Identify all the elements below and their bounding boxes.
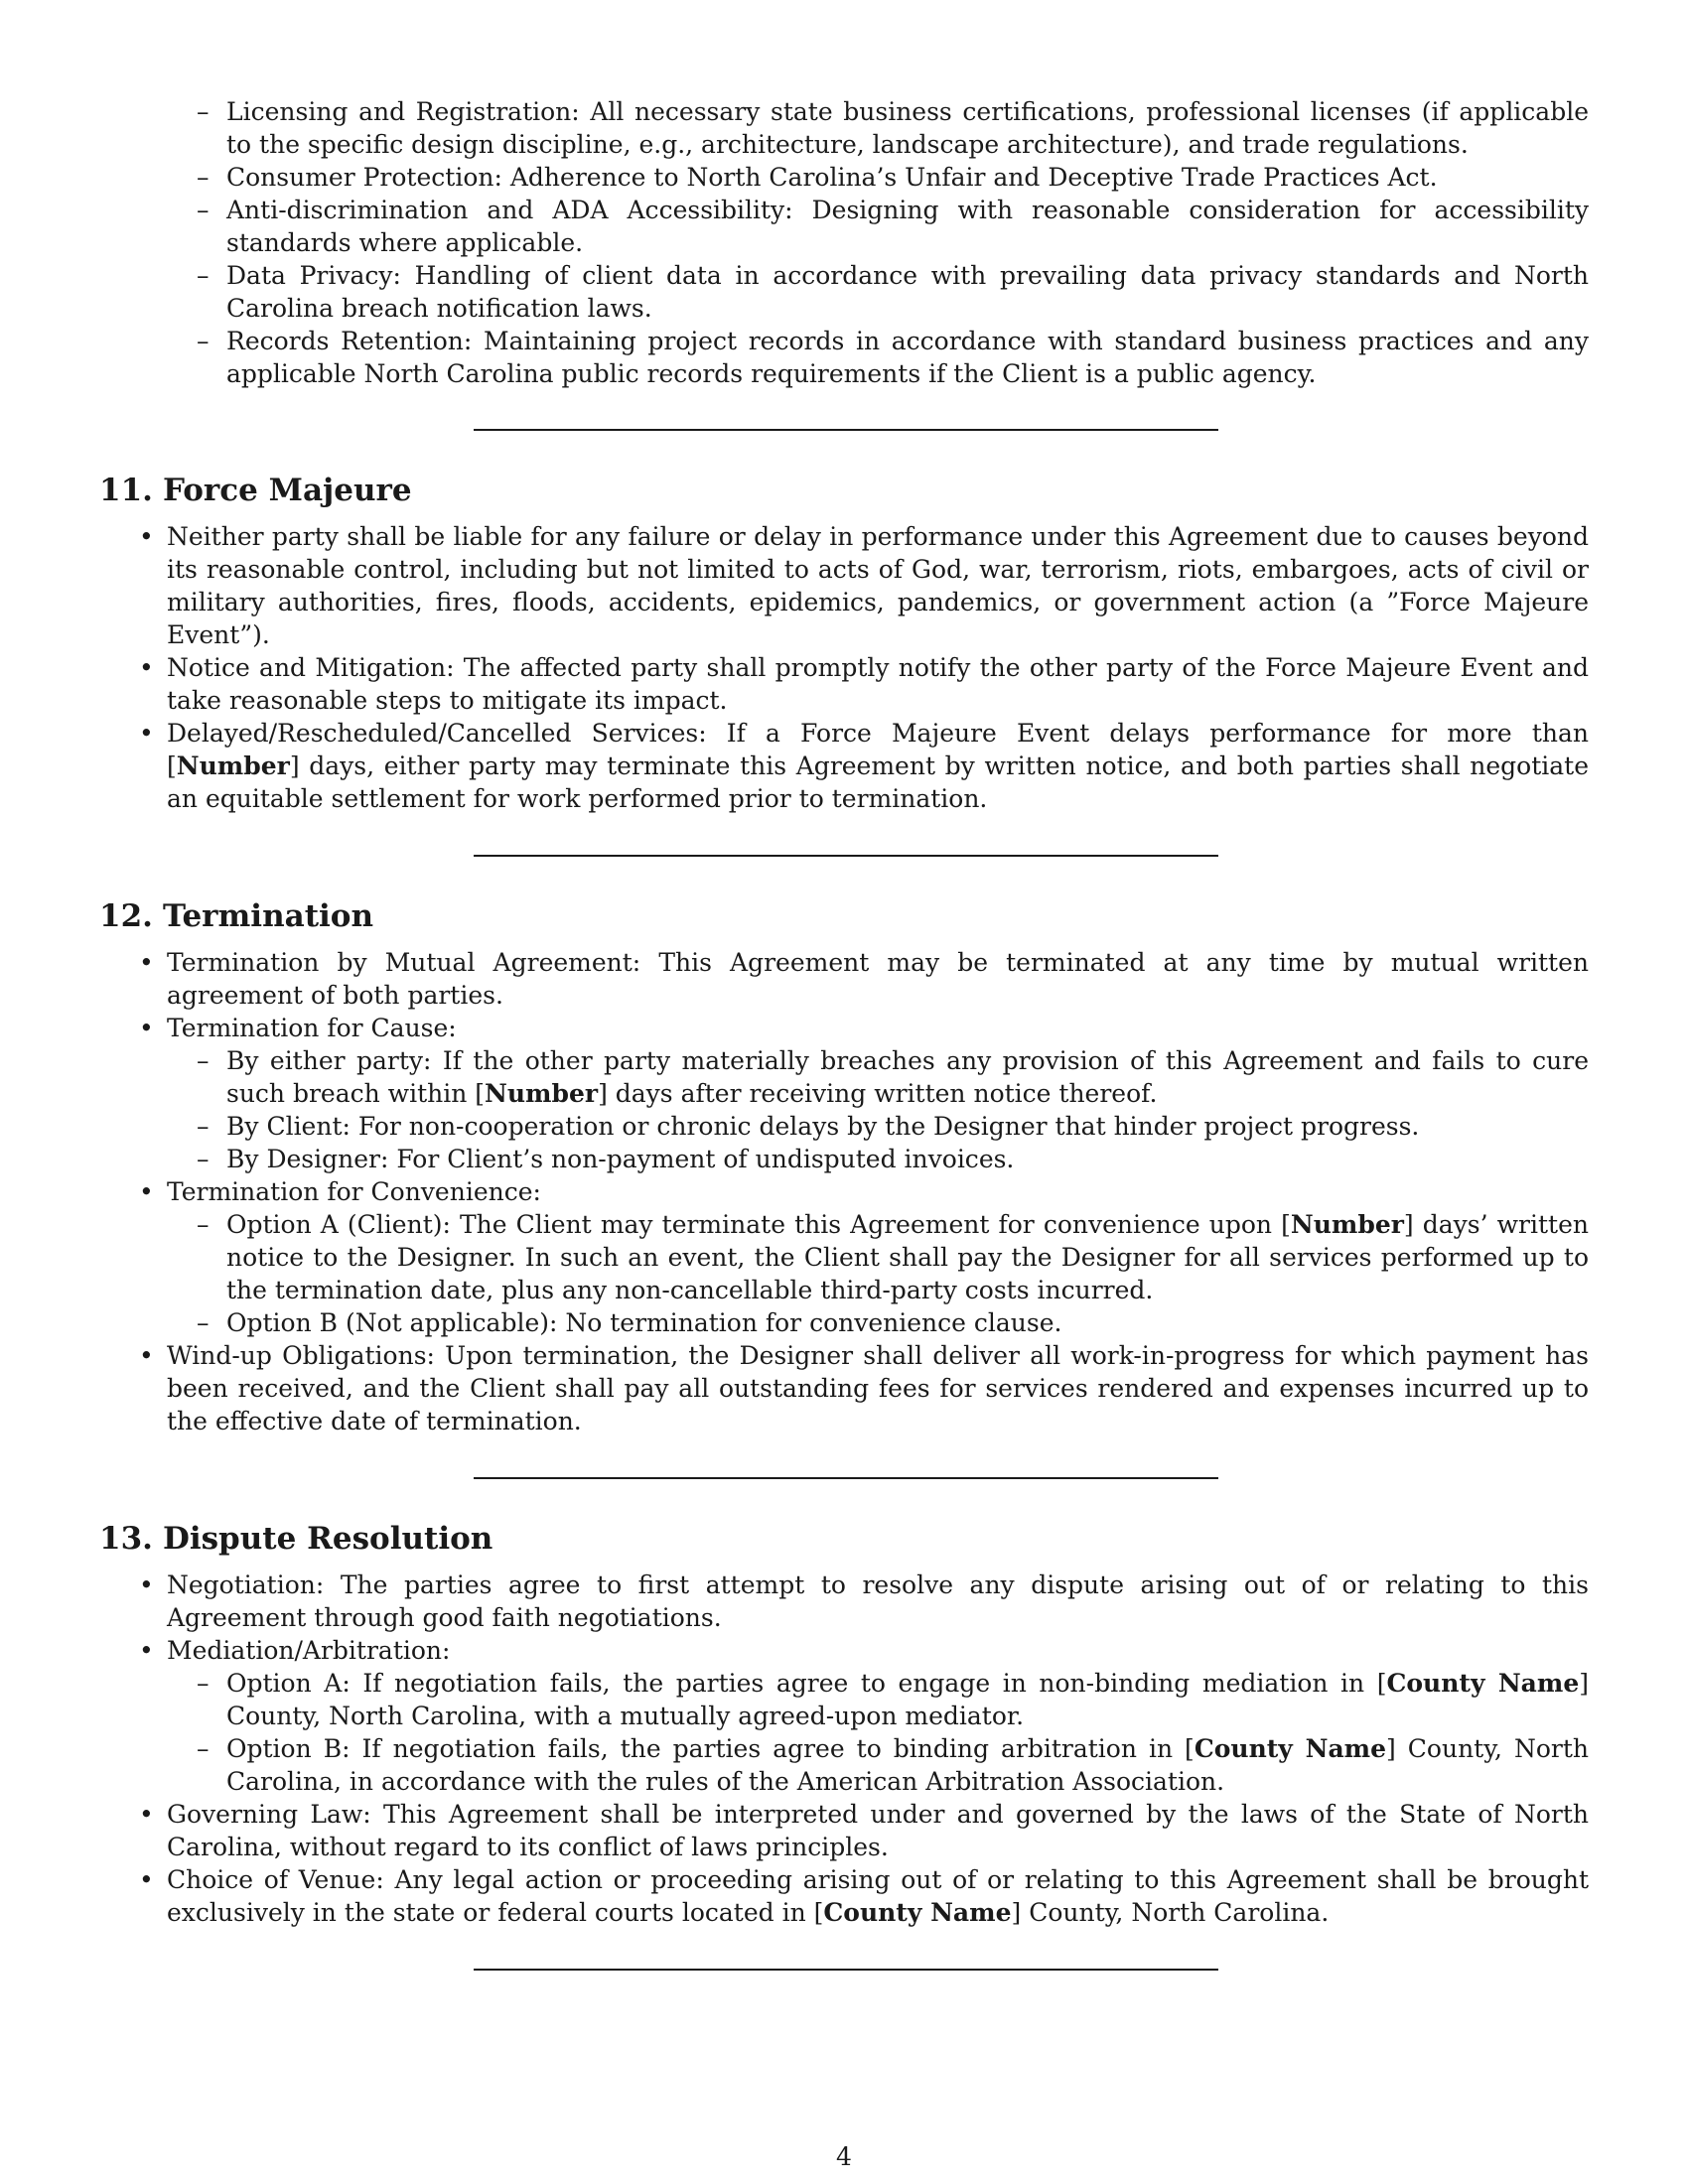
list-item: – Option B (Not applicable): No termination for convenience clause. [197, 1308, 1062, 1337]
bullet-marker: • [139, 1570, 154, 1599]
bullet-marker: • [139, 522, 154, 551]
placeholder-field: County Name [1386, 1669, 1580, 1698]
dash-marker: – [197, 1669, 210, 1698]
section-divider [474, 855, 1218, 857]
section-divider [474, 1969, 1218, 1971]
dash-marker: – [197, 97, 210, 126]
dash-marker: – [197, 261, 210, 290]
bullet-marker: • [139, 1865, 154, 1894]
bullet-marker: • [139, 719, 154, 748]
document-content [99, 95, 1589, 1971]
dash-marker: – [197, 1112, 210, 1141]
section-heading-dispute-resolution: 13. Dispute Resolution [99, 1521, 493, 1557]
list-item: • Termination for Cause: – By either party: If the other party materially breaches any provision of this Agreement and fails to cure such breach within [Number] days after receiving written notice thereof. – By Client: For non-cooperation or chronic delays by the Designer that hinder project progress. – By Designer: For Client’s non-payment of undisputed invoices. [139, 1014, 1589, 1173]
cause-sublist [167, 1044, 1589, 1175]
list-item: – Licensing and Registration: All necessary state business certifications, professional licenses (if applicable to the specific design discipline, e.g., architecture, landscape architecture), and trade regulations. [197, 97, 1590, 159]
placeholder-field: Number [485, 1079, 599, 1108]
placeholder-field: Number [176, 751, 290, 780]
placeholder-field: County Name [823, 1898, 1012, 1927]
bullet-marker: • [139, 1800, 154, 1829]
compliance-sublist [99, 95, 1589, 390]
list-item: • Delayed/Rescheduled/Cancelled Services: If a Force Majeure Event delays performance for more than [Number] days, either party may terminate this Agreement by written notice, and both parties shall negotiate an equitable settlement for work performed prior to termination. [139, 719, 1589, 813]
placeholder-field: County Name [1194, 1734, 1387, 1763]
page-number: 4 [836, 2142, 852, 2171]
dash-marker: – [197, 1734, 210, 1763]
dash-marker: – [197, 1145, 210, 1173]
list-item: • Governing Law: This Agreement shall be interpreted under and governed by the laws of the State of North Carolina, without regard to its conflict of laws principles. [139, 1800, 1589, 1861]
list-item: – Option B: If negotiation fails, the parties agree to binding arbitration in [County Name] County, North Carolina, in accordance with the rules of the American Arbitration Association. [197, 1734, 1589, 1796]
bullet-marker: • [139, 1636, 154, 1665]
mediation-sublist [167, 1667, 1589, 1798]
bullet-marker: • [139, 948, 154, 977]
dash-marker: – [197, 1210, 210, 1239]
bullet-marker: • [139, 1014, 154, 1042]
dispute-resolution-list [99, 1569, 1589, 1929]
dash-marker: – [197, 163, 210, 192]
list-item: • Choice of Venue: Any legal action or proceeding arising out of or relating to this Agreement shall be brought exclusively in the state or federal courts located in [County Name] County, North Carolina. [139, 1865, 1589, 1927]
list-item: • Notice and Mitigation: The affected party shall promptly notify the other party of the Force Majeure Event and take reasonable steps to mitigate its impact. [139, 653, 1589, 715]
list-item: – Anti-discrimination and ADA Accessibility: Designing with reasonable consideration for accessibility standards where applicable. [197, 196, 1590, 257]
section-divider [474, 1477, 1218, 1479]
termination-list [99, 946, 1589, 1437]
list-item: • Termination for Convenience: – Option A (Client): The Client may terminate this Agreement for convenience upon [Number] days’ written notice to the Designer. In such an event, the Client shall pay the Designer for all services performed up to the termination date, plus any non-cancellable third-party costs incurred. – Option B (Not applicable): No termination for convenience clause. [139, 1177, 1589, 1337]
list-item: – Consumer Protection: Adherence to North Carolina’s Unfair and Deceptive Trade Practices Act. [197, 163, 1438, 192]
convenience-sublist [167, 1208, 1589, 1339]
bullet-marker: • [139, 653, 154, 682]
dash-marker: – [197, 1308, 210, 1337]
force-majeure-list [99, 520, 1589, 815]
dash-marker: – [197, 327, 210, 355]
dash-marker: – [197, 1046, 210, 1075]
list-item: • Termination by Mutual Agreement: This Agreement may be terminated at any time by mutual written agreement of both parties. [139, 948, 1589, 1010]
list-item: – Records Retention: Maintaining project records in accordance with standard business practices and any applicable North Carolina public records requirements if the Client is a public agency. [197, 327, 1589, 388]
list-item: • Mediation/Arbitration: – Option A: If negotiation fails, the parties agree to engage in non-binding mediation in [County Name] County, North Carolina, with a mutually agreed-upon mediator. – Option B: If negotiation fails, the parties agree to binding arbitration in [County Name] County, North Carolina, in accordance with the rules of the American Arbitration Association. [139, 1636, 1589, 1796]
list-item: • Wind-up Obligations: Upon termination, the Designer shall deliver all work-in-progress for which payment has been received, and the Client shall pay all outstanding fees for services rendered and expenses incurred up to the effective date of termination. [139, 1341, 1589, 1435]
placeholder-field: Number [1290, 1210, 1404, 1239]
section-heading-force-majeure: 11. Force Majeure [99, 473, 412, 508]
list-item: • Negotiation: The parties agree to first attempt to resolve any dispute arising out of or relating to this Agreement through good faith negotiations. [139, 1570, 1589, 1632]
bullet-marker: • [139, 1341, 154, 1370]
section-heading-termination: 12. Termination [99, 898, 374, 934]
list-item: – By either party: If the other party materially breaches any provision of this Agreement and fails to cure such breach within [Number] days after receiving written notice thereof. [197, 1046, 1589, 1108]
list-item: • Neither party shall be liable for any failure or delay in performance under this Agreement due to causes beyond its reasonable control, including but not limited to acts of God, war, terrorism, riots, embargoes, acts of civil or military authorities, fires, floods, accidents, epidemics, pandemics, or government action (a ”Force Majeure Event”). [139, 522, 1589, 649]
list-item: – By Client: For non-cooperation or chronic delays by the Designer that hinder project progress. [197, 1112, 1420, 1141]
bullet-marker: • [139, 1177, 154, 1206]
dash-marker: – [197, 196, 210, 224]
list-item: – Option A: If negotiation fails, the parties agree to engage in non-binding mediation in [County Name] County, North Carolina, with a mutually agreed-upon mediator. [197, 1669, 1589, 1730]
list-item: – By Designer: For Client’s non-payment of undisputed invoices. [197, 1145, 1015, 1173]
list-item: – Option A (Client): The Client may terminate this Agreement for convenience upon [Number] days’ written notice to the Designer. In such an event, the Client shall pay the Designer for all services performed up to the termination date, plus any non-cancellable third-party costs incurred. [197, 1210, 1589, 1304]
section-divider [474, 429, 1218, 431]
list-item: – Data Privacy: Handling of client data in accordance with prevailing data privacy standards and North Carolina breach notification laws. [197, 261, 1589, 323]
